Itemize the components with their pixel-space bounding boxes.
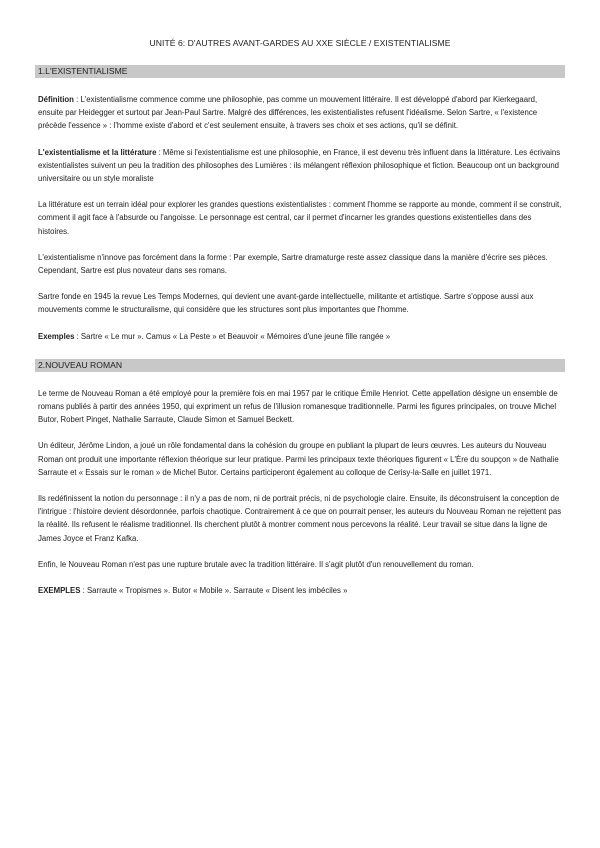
page-title: UNITÉ 6: D'AUTRES AVANT-GARDES AU XXE SIÈCLE / EXISTENTIALISME xyxy=(149,38,451,48)
section-header-existentialisme: 1.L'EXISTENTIALISME xyxy=(35,65,565,78)
paragraph-text: : Sarraute « Tropismes ». Butor « Mobile ». Sarraute « Disent les imbéciles » xyxy=(80,586,348,596)
paragraph-definition xyxy=(38,93,563,133)
paragraph-exemples-nouveau-roman xyxy=(38,584,563,597)
paragraph-terrain: La littérature est un terrain idéal pour explorer les grandes questions existentialistes : comment l'homme se rapporte au monde, comment il se construit, comment il agit face à l'absurde ou l'angoisse. Le personnage est central, car il permet d'incarner les grandes questions existentielles dans des histoires. xyxy=(38,200,562,236)
paragraph-terme: Le terme de Nouveau Roman a été employé pour la première fois en mai 1957 par le critique Émile Henriot. Cette appellation désigne un ensemble de romans publiés à partir des années 1950, qui expriment un refus de l'illusion romanesque traditionnelle. Parmi les figures principales, on trouve Michel Butor, Robert Pinget, Nathalie Sarraute, Claude Simon et Samuel Beckett. xyxy=(38,388,558,425)
paragraph-enfin: Enfin, le Nouveau Roman n'est pas une rupture brutale avec la tradition littéraire. Il s'agit plutôt d'un renouvellement du roman. xyxy=(38,559,474,569)
paragraph-litterature xyxy=(38,146,563,186)
paragraph-personnage: Ils redéfinissent la notion du personnage : il n'y a pas de nom, ni de portrait précis, ni de psychologie claire. Ensuite, ils déconstruisent la conception de l'intrigue : l'histoire devient désordonnée, parfois chaotique. Contrairement à ce que on pourrait penser, les auteurs du Nouveau Roman ne rejettent pas la réalité. Ils refusent le réalisme traditionnel. Ils cherchent plutôt à montrer comment nous percevons la réalité. Leur travail se situe dans la ligne de James Joyce et Franz Kafka. xyxy=(38,494,562,543)
paragraph-text: : Même si l'existentialisme est une philosophie, en France, il est devenu très influent dans la littérature. Les écrivains existentialistes suivent un peu la tradition des philosophes des Lumières : ils mélangent réflexion philosophique et fiction. Beaucoup ont un background universitaire ou un style moraliste xyxy=(38,147,561,184)
paragraph-lead: L'existentialisme et la littérature xyxy=(38,147,157,157)
paragraph-lead: Définition xyxy=(38,95,74,104)
paragraph-lead: EXEMPLES xyxy=(38,586,81,596)
paragraph-exemples xyxy=(38,330,563,343)
paragraph-lead: Exemples xyxy=(38,331,75,341)
paragraph-temps-modernes: Sartre fonde en 1945 la revue Les Temps Modernes, qui devient une avant-garde intellectuelle, militante et artistique. Sartre s'oppose aussi aux mouvements comme le structuralisme, qui considère que les structures sont plus importantes que l'homme. xyxy=(38,292,534,315)
paragraph-editeur: Un éditeur, Jérôme Lindon, a joué un rôle fondamental dans la cohésion du groupe en publiant la plupart de leurs œuvres. Les auteurs du Nouveau Roman ont produit une importante réflexion théorique sur leur pratique. Parmi les principaux texte théoriques figurent « L'Ère du soupçon » de Nathalie Sarraute et « Essais sur le roman » de Michel Butor. Certains participeront également au colloque de Cerisy-la-Salle en juillet 1971. xyxy=(38,441,559,477)
section-header-nouveau-roman: 2.NOUVEAU ROMAN xyxy=(35,359,565,372)
paragraph-text: : L'existentialisme commence comme une philosophie, pas comme un mouvement littéraire. Il est développé d'abord par Kierkegaard, ensuite par Heidegger et surtout par Jean-Paul Sartre. Malgré des différences, les existentialistes refusent l'idéalisme. Selon Sartre, « l'existence précède l'essence » : l'homme existe d'abord et c'est seulement ensuite, à travers ses choix et ses actions, qu'il se définit. xyxy=(38,95,538,131)
paragraph-forme: L'existentialisme n'innove pas forcément dans la forme : Par exemple, Sartre dramaturge reste assez classique dans la manière d'écrire ses pièces. Cependant, Sartre est plus novateur dans ses romans. xyxy=(38,252,548,276)
paragraph-text: : Sartre « Le mur ». Camus « La Peste » et Beauvoir « Mémoires d'une jeune fille rangée » xyxy=(74,331,391,341)
